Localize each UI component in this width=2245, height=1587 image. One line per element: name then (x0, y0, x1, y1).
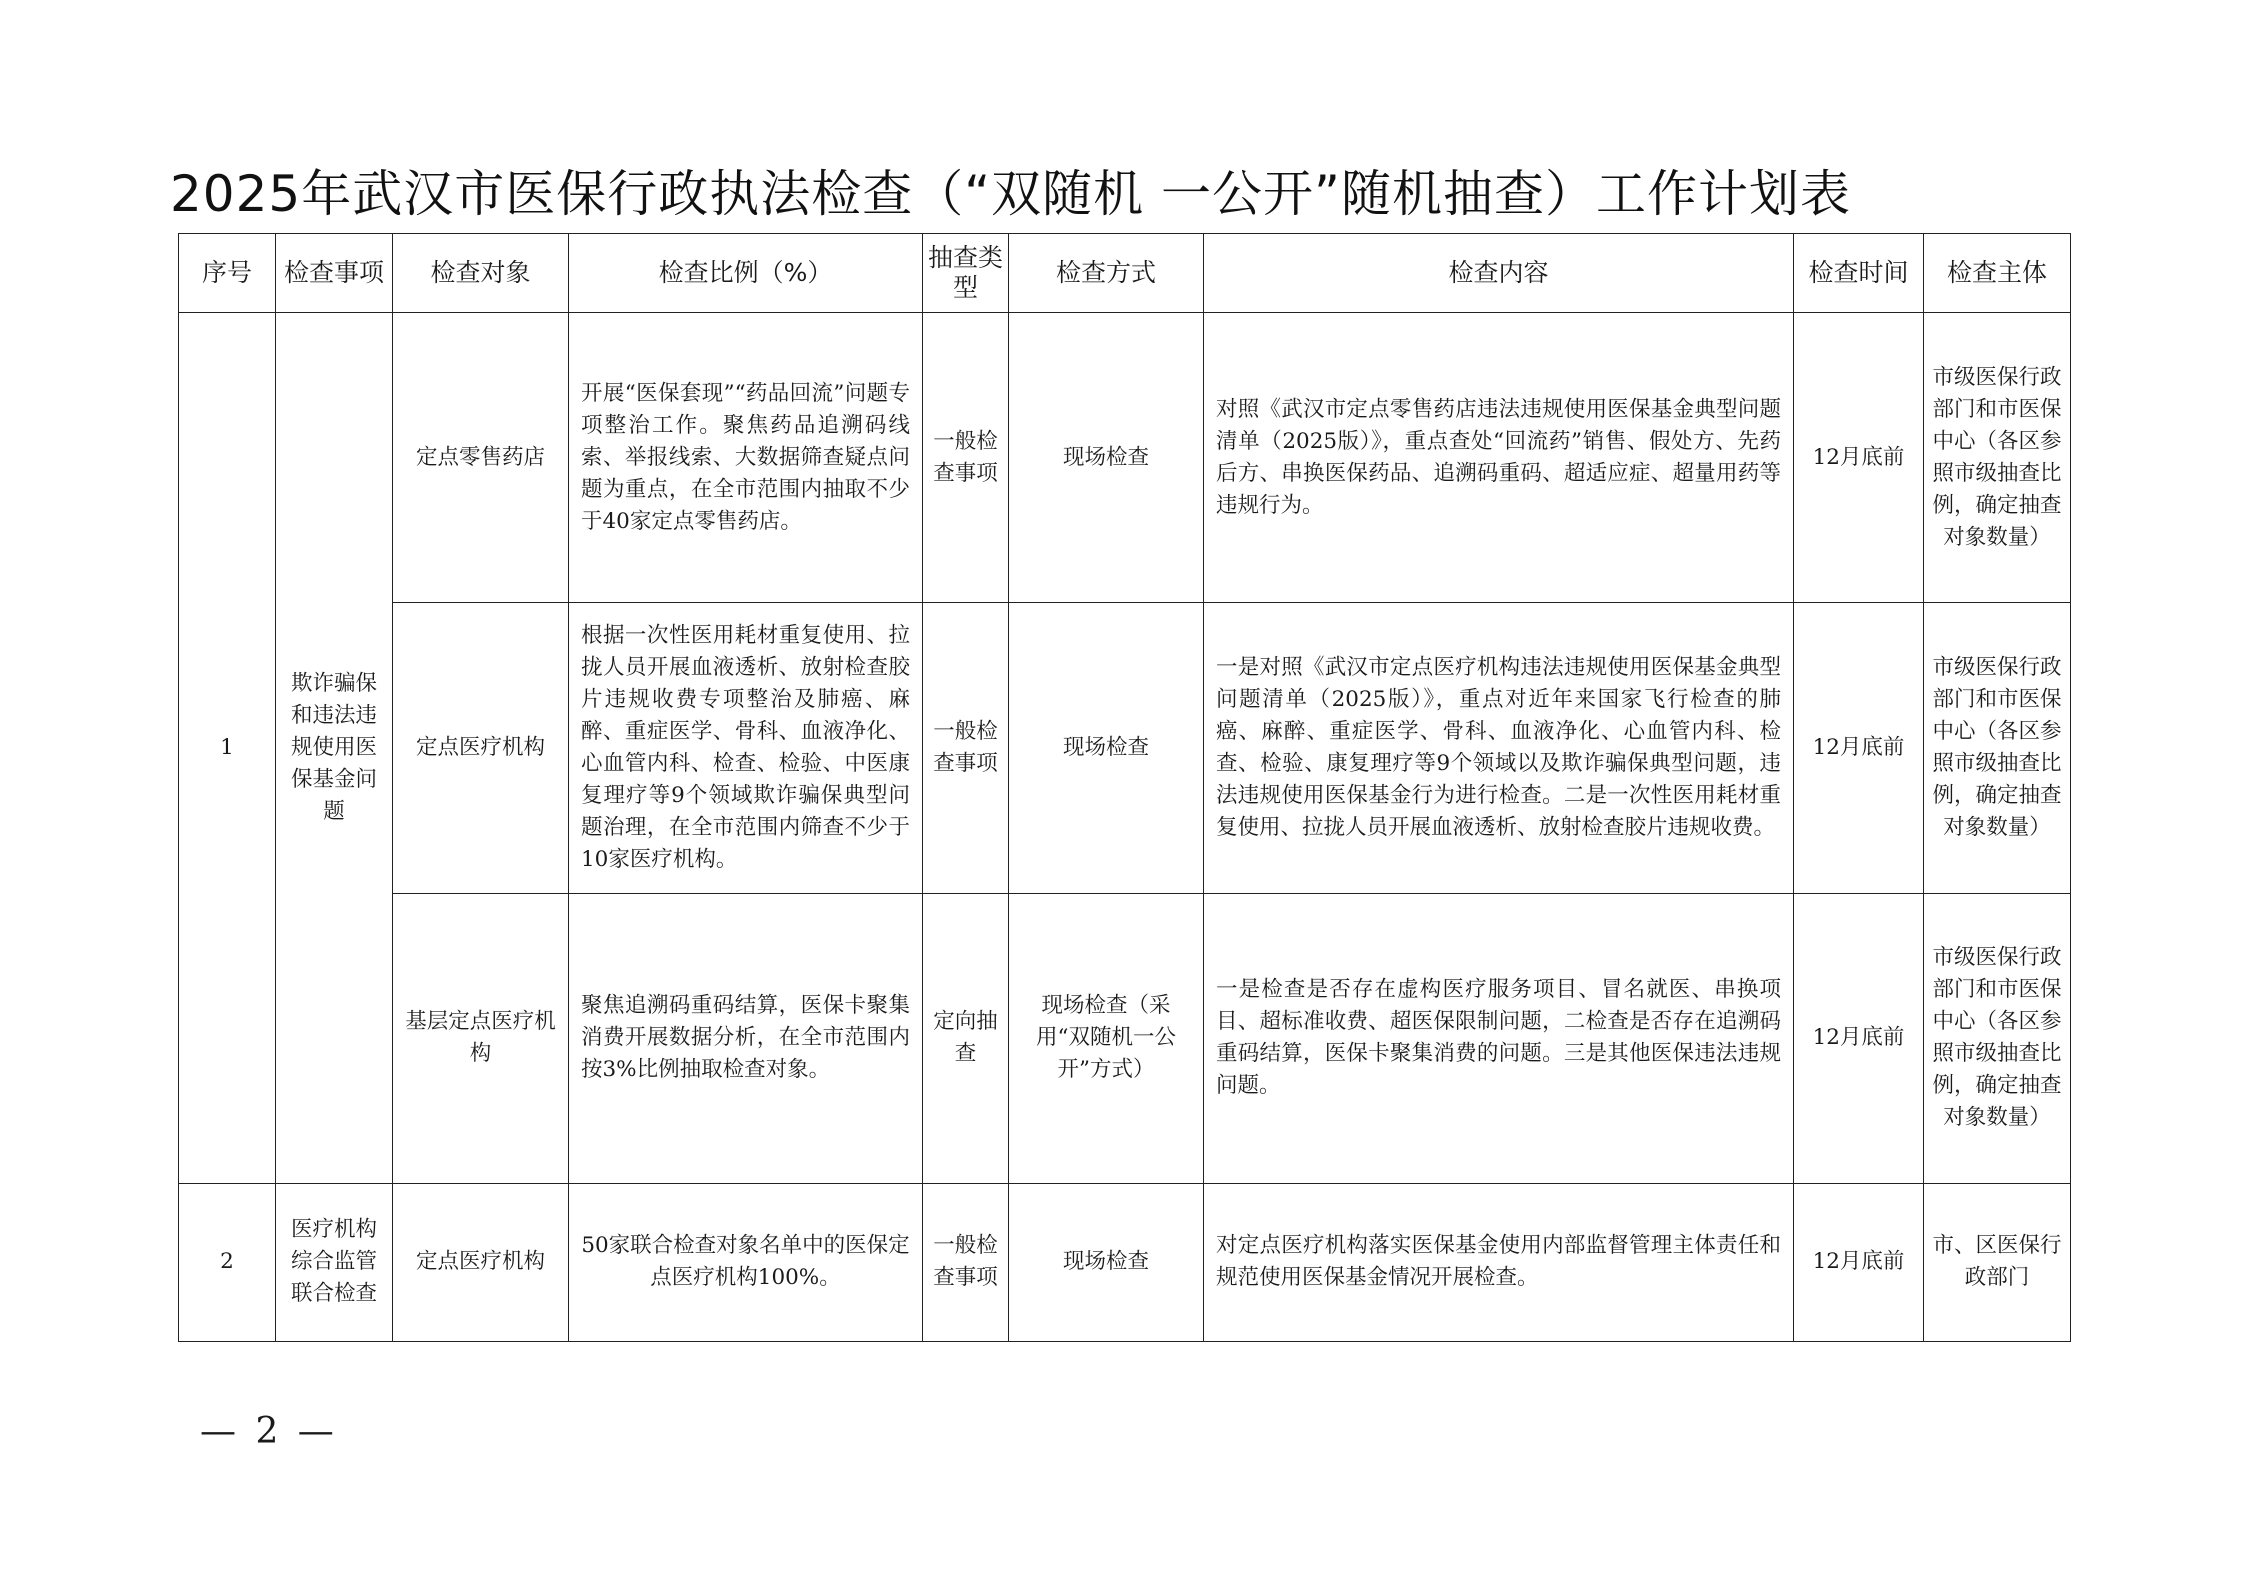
time-cell: 12月底前 (1794, 1183, 1924, 1341)
method-cell: 现场检查 (1009, 1183, 1204, 1341)
item-cell: 欺诈骗保和违法违规使用医保基金问题 (276, 313, 393, 1184)
header-time: 检查时间 (1794, 234, 1924, 313)
content-cell: 对照《武汉市定点零售药店违法违规使用医保基金典型问题清单（2025版）》，重点查处“回流药”销售、假处方、先药后方、串换医保药品、追溯码重码、超适应症、超量用药等违规行为。 (1204, 313, 1794, 603)
page-number: — 2 — (200, 1411, 338, 1452)
page-title: 2025年武汉市医保行政执法检查（“双随机 一公开”随机抽查）工作计划表 (170, 165, 1851, 223)
subject-cell: 市级医保行政部门和市医保中心（各区参照市级抽查比例，确定抽查对象数量） (1924, 313, 2071, 603)
header-target: 检查对象 (393, 234, 569, 313)
header-method: 检查方式 (1009, 234, 1204, 313)
target-cell: 定点医疗机构 (393, 1183, 569, 1341)
inspection-plan-table (178, 233, 2071, 1342)
method-cell: 现场检查（采用“双随机一公开”方式） (1009, 893, 1204, 1183)
target-cell: 定点医疗机构 (393, 603, 569, 893)
ratio-cell: 50家联合检查对象名单中的医保定点医疗机构100%。 (569, 1183, 923, 1341)
time-cell: 12月底前 (1794, 313, 1924, 603)
table-row (179, 313, 2071, 603)
ratio-cell: 开展“医保套现”“药品回流”问题专项整治工作。聚焦药品追溯码线索、举报线索、大数据筛查疑点问题为重点，在全市范围内抽取不少于40家定点零售药店。 (569, 313, 923, 603)
subject-cell: 市级医保行政部门和市医保中心（各区参照市级抽查比例，确定抽查对象数量） (1924, 893, 2071, 1183)
content-cell: 对定点医疗机构落实医保基金使用内部监督管理主体责任和规范使用医保基金情况开展检查。 (1204, 1183, 1794, 1341)
method-cell: 现场检查 (1009, 313, 1204, 603)
type-cell: 一般检查事项 (923, 1183, 1009, 1341)
target-cell: 基层定点医疗机构 (393, 893, 569, 1183)
ratio-cell: 根据一次性医用耗材重复使用、拉拢人员开展血液透析、放射检查胶片违规收费专项整治及肺癌、麻醉、重症医学、骨科、血液净化、心血管内科、检查、检验、中医康复理疗等9个领域欺诈骗保典型问题治理，在全市范围内筛查不少于10家医疗机构。 (569, 603, 923, 893)
type-cell: 一般检查事项 (923, 313, 1009, 603)
subject-cell: 市级医保行政部门和市医保中心（各区参照市级抽查比例，确定抽查对象数量） (1924, 603, 2071, 893)
table-row (179, 1183, 2071, 1341)
table-row (179, 603, 2071, 893)
method-cell: 现场检查 (1009, 603, 1204, 893)
type-cell: 定向抽查 (923, 893, 1009, 1183)
item-cell: 医疗机构综合监管联合检查 (276, 1183, 393, 1341)
seq-cell: 1 (179, 313, 276, 1184)
header-ratio: 检查比例（%） (569, 234, 923, 313)
header-type: 抽查类型 (923, 234, 1009, 313)
header-subject: 检查主体 (1924, 234, 2071, 313)
subject-cell: 市、区医保行政部门 (1924, 1183, 2071, 1341)
time-cell: 12月底前 (1794, 893, 1924, 1183)
seq-cell: 2 (179, 1183, 276, 1341)
table-row (179, 893, 2071, 1183)
header-seq: 序号 (179, 234, 276, 313)
time-cell: 12月底前 (1794, 603, 1924, 893)
target-cell: 定点零售药店 (393, 313, 569, 603)
header-item: 检查事项 (276, 234, 393, 313)
table-header-row (179, 234, 2071, 313)
content-cell: 一是对照《武汉市定点医疗机构违法违规使用医保基金典型问题清单（2025版）》，重点对近年来国家飞行检查的肺癌、麻醉、重症医学、骨科、血液净化、心血管内科、检查、检验、康复理疗等9个领域以及欺诈骗保典型问题，违法违规使用医保基金行为进行检查。二是一次性医用耗材重复使用、拉拢人员开展血液透析、放射检查胶片违规收费。 (1204, 603, 1794, 893)
ratio-cell: 聚焦追溯码重码结算，医保卡聚集消费开展数据分析，在全市范围内按3%比例抽取检查对象。 (569, 893, 923, 1183)
header-content: 检查内容 (1204, 234, 1794, 313)
type-cell: 一般检查事项 (923, 603, 1009, 893)
content-cell: 一是检查是否存在虚构医疗服务项目、冒名就医、串换项目、超标准收费、超医保限制问题，二检查是否存在追溯码重码结算，医保卡聚集消费的问题。三是其他医保违法违规问题。 (1204, 893, 1794, 1183)
